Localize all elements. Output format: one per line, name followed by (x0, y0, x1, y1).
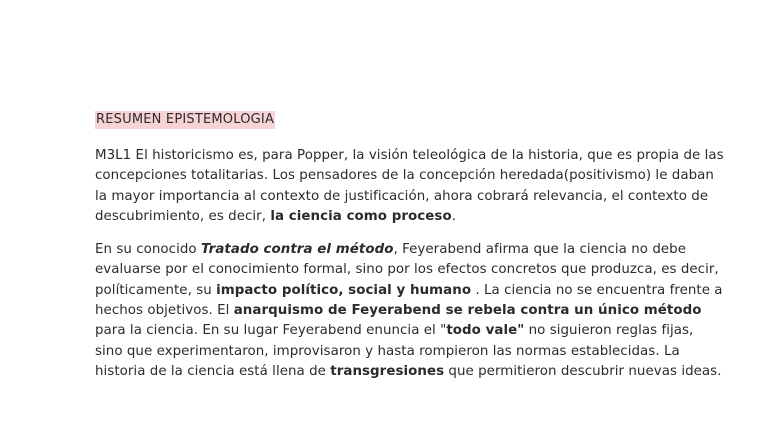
p2-bold-4: transgresiones (330, 363, 445, 379)
p2-bold-1: impacto político, social y humano (216, 282, 472, 298)
p1-text-2: . (451, 208, 457, 224)
p2-text-6: que permitieron descubrir nuevas ideas. (444, 363, 722, 379)
paragraph-historicism (95, 146, 724, 227)
p2-bold-2: anarquismo de Feyerabend se rebela contra un único método (233, 303, 702, 319)
p2-text-2: , Feyerabend afirma que la ciencia no debe evaluarse por el conocimiento formal, sino por los efectos concretos que produzca, es decir, políticamente, su (95, 242, 719, 298)
p2-text-1: En su conocido (95, 242, 201, 258)
paragraph-feyerabend (95, 240, 724, 382)
p2-bold-3: todo vale" (446, 323, 525, 339)
p2-text-3: . La ciencia no se encuentra frente a hechos objetivos. El (95, 282, 723, 319)
document-heading: RESUMEN EPISTEMOLOGIA (96, 112, 275, 127)
p1-bold-1: la ciencia como proceso (270, 208, 452, 224)
p2-text-5: no siguieron reglas fijas, sino que experimentaron, improvisaron y hasta rompieron las normas establecidas. La historia de la ciencia está llena de (95, 323, 694, 379)
p1-text-1: M3L1 El historicismo es, para Popper, la visión teleológica de la historia, que es propia de las concepciones totalitarias. Los pensadores de la concepción heredada(positivismo) le daban la mayor importancia al contexto de justificación, ahora cobrará relevancia, el contexto de descubrimiento, es decir, (95, 148, 724, 224)
p2-text-4: para la ciencia. En su lugar Feyerabend enuncia el " (95, 323, 447, 339)
p2-bold-italic-1: Tratado contra el método (200, 242, 394, 258)
